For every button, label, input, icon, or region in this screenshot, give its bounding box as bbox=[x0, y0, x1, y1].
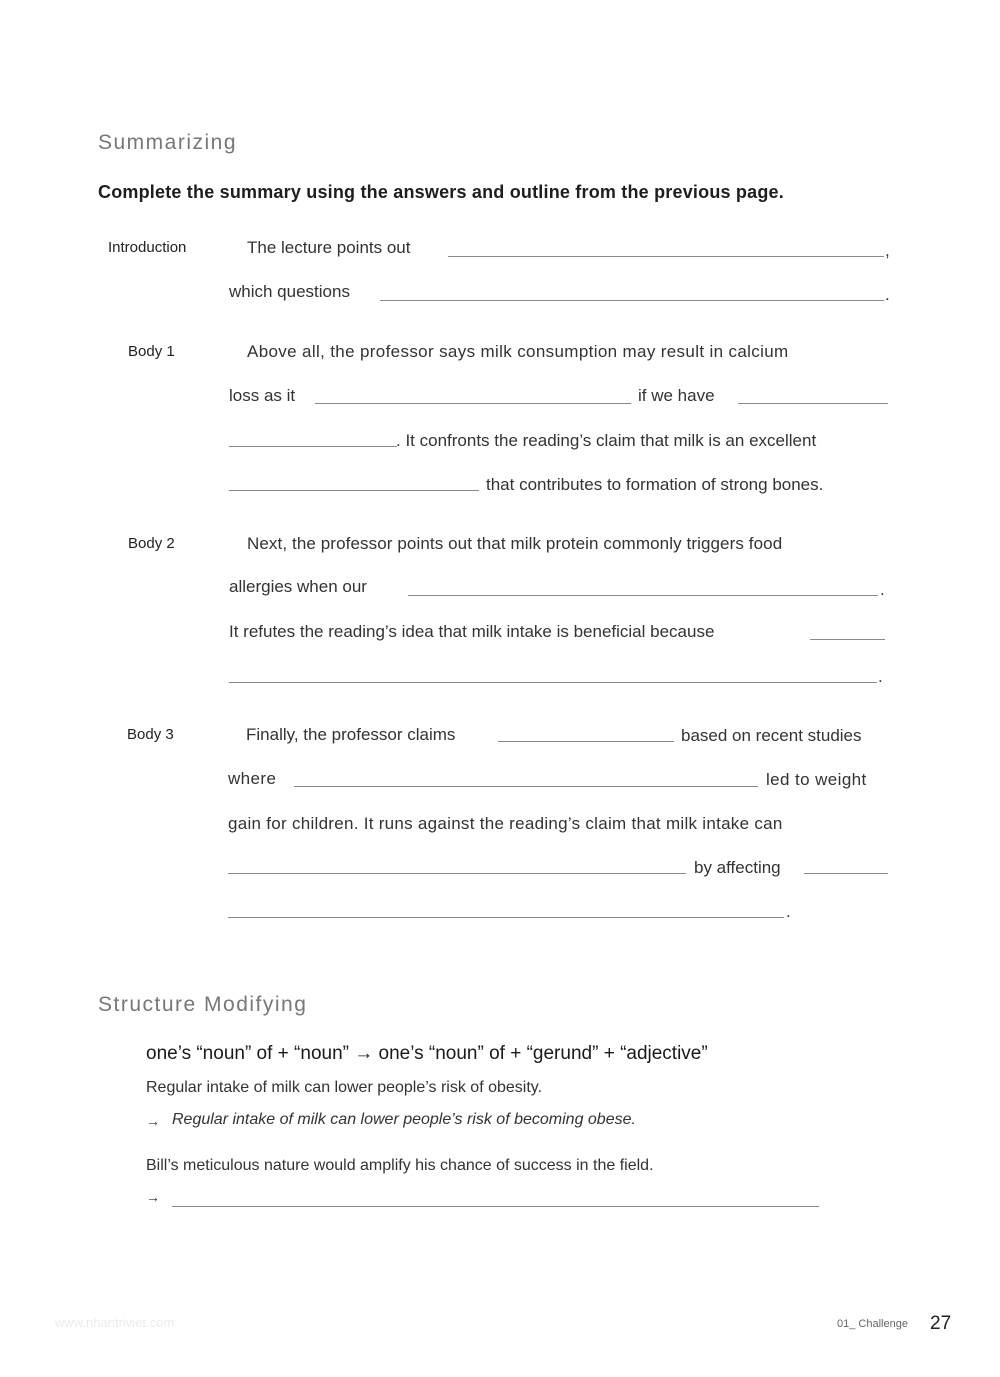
body3-line1a: Finally, the professor claims bbox=[246, 725, 456, 744]
body1-line4: that contributes to formation of strong bones. bbox=[486, 475, 824, 494]
practice-answer-blank[interactable] bbox=[172, 1206, 819, 1207]
body3-line2a: where bbox=[228, 769, 277, 788]
summarizing-instruction: Complete the summary using the answers and outline from the previous page. bbox=[98, 182, 784, 202]
body1-label: Body 1 bbox=[128, 343, 175, 360]
intro-line1-text: The lecture points out bbox=[247, 238, 411, 257]
body1-blank-3[interactable] bbox=[229, 446, 397, 447]
body3-line2b: led to weight bbox=[766, 770, 867, 789]
intro-blank-2[interactable] bbox=[380, 300, 884, 301]
body2-line4-period: . bbox=[878, 667, 883, 686]
body1-line3: . It confronts the reading’s claim that milk is an excellent bbox=[396, 431, 817, 450]
structure-practice-sentence: Bill’s meticulous nature would amplify his chance of success in the field. bbox=[146, 1157, 654, 1174]
body1-line2b: if we have bbox=[638, 386, 715, 405]
body3-line1b: based on recent studies bbox=[681, 726, 862, 745]
body2-line2-period: . bbox=[880, 580, 885, 599]
body1-blank-2[interactable] bbox=[738, 403, 888, 404]
body1-blank-1[interactable] bbox=[315, 403, 631, 404]
intro-blank-1[interactable] bbox=[448, 256, 884, 257]
structure-formula: one’s “noun” of + “noun” → one’s “noun” of + “gerund” + “adjective” bbox=[146, 1043, 708, 1064]
structure-title: Structure Modifying bbox=[98, 993, 308, 1016]
body3-blank-2[interactable] bbox=[294, 786, 758, 787]
body1-blank-4[interactable] bbox=[229, 490, 479, 491]
body1-line1: Above all, the professor says milk consumption may result in calcium bbox=[247, 342, 789, 361]
body2-blank-1[interactable] bbox=[408, 595, 878, 596]
watermark: www.nhantriviet.com bbox=[55, 1315, 175, 1330]
page-number: 27 bbox=[930, 1313, 952, 1334]
body2-line3: It refutes the reading’s idea that milk intake is beneficial because bbox=[229, 622, 715, 641]
body3-blank-1[interactable] bbox=[498, 741, 674, 742]
body2-blank-3[interactable] bbox=[229, 682, 877, 683]
body2-line1: Next, the professor points out that milk protein commonly triggers food bbox=[247, 534, 783, 553]
body3-blank-3[interactable] bbox=[228, 873, 686, 874]
body3-line3: gain for children. It runs against the reading’s claim that milk intake can bbox=[228, 814, 783, 833]
body2-line2-text: allergies when our bbox=[229, 577, 367, 596]
body3-blank-5[interactable] bbox=[228, 917, 784, 918]
intro-line1-comma: , bbox=[885, 241, 890, 260]
body3-blank-4[interactable] bbox=[804, 873, 888, 874]
intro-line2-period: . bbox=[885, 285, 890, 304]
body3-label: Body 3 bbox=[127, 726, 174, 743]
footer-chapter: 01_ Challenge bbox=[837, 1318, 908, 1330]
structure-example-answer: Regular intake of milk can lower people’s risk of becoming obese. bbox=[172, 1111, 636, 1128]
example-arrow-icon: → bbox=[146, 1113, 160, 1129]
body1-line2a: loss as it bbox=[229, 386, 296, 405]
structure-example-sentence: Regular intake of milk can lower people’s risk of obesity. bbox=[146, 1079, 543, 1096]
body3-line4: by affecting bbox=[694, 858, 781, 877]
body2-blank-2[interactable] bbox=[810, 639, 885, 640]
intro-label: Introduction bbox=[108, 239, 187, 256]
summarizing-title: Summarizing bbox=[98, 131, 238, 154]
intro-line2-text: which questions bbox=[229, 282, 350, 301]
body2-label: Body 2 bbox=[128, 535, 175, 552]
practice-arrow-icon: → bbox=[146, 1189, 160, 1205]
body3-line5-period: . bbox=[786, 902, 791, 921]
